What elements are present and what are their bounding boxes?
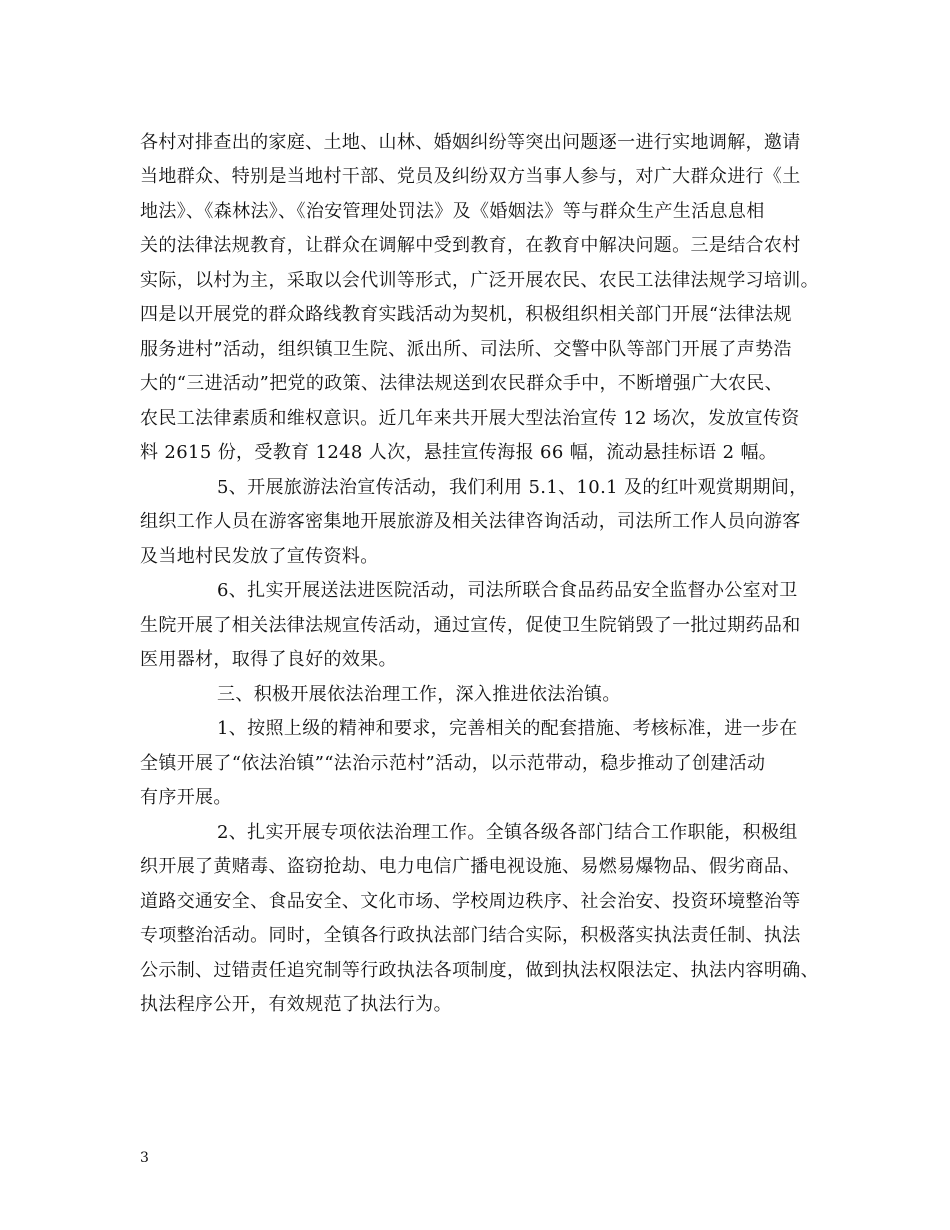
text-line: 执法程序公开，有效规范了执法行为。: [140, 994, 452, 1015]
paragraph-start-line: 1、按照上级的精神和要求，完善相关的配套措施、考核标准，进一步在: [217, 718, 798, 739]
text-line: 实际，以村为主，采取以会代训等形式，广泛开展农民、农民工法律法规学习培训。: [140, 270, 819, 291]
text-line: 生院开展了相关法律法规宣传活动，通过宣传，促使卫生院销毁了一批过期药品和: [140, 615, 801, 636]
paragraph-start-line: 5、开展旅游法治宣传活动，我们利用 5.1、10.1 及的红叶观赏期期间，: [217, 477, 808, 498]
text-line: 四是以开展党的群众路线教育实践活动为契机，积极组织相关部门开展“法律法规: [140, 304, 792, 325]
text-line: 当地群众、特别是当地村干部、党员及纠纷双方当事人参与，对广大群众进行《土: [140, 166, 801, 187]
text-line: 各村对排查出的家庭、土地、山林、婚姻纠纷等突出问题逐一进行实地调解，邀请: [140, 132, 801, 153]
paragraph-start-line: 6、扎实开展送法进医院活动，司法所联合食品药品安全监督办公室对卫: [217, 580, 798, 601]
section-heading: 三、积极开展依法治理工作，深入推进依法治镇。: [217, 684, 621, 705]
text-line: 料 2615 份，受教育 1248 人次，悬挂宣传海报 66 幅，流动悬挂标语 2 幅。: [140, 442, 778, 463]
text-line: 地法》、《森林法》、《治安管理处罚法》及《婚姻法》等与群众生产生活息息相: [140, 201, 765, 222]
text-line: 专项整治活动。同时，全镇各行政执法部门结合实际，积极落实执法责任制、执法: [140, 925, 801, 946]
text-line: 公示制、过错责任追究制等行政执法各项制度，做到执法权限法定、执法内容明确、: [140, 960, 819, 981]
text-line: 全镇开展了“依法治镇”“法治示范村”活动，以示范带动，稳步推动了创建活动: [140, 753, 766, 774]
text-line: 道路交通安全、食品安全、文化市场、学校周边秩序、社会治安、投资环境整治等: [140, 891, 801, 912]
text-line: 织开展了黄赌毒、盗窃抢劫、电力电信广播电视设施、易燃易爆物品、假劣商品、: [140, 856, 801, 877]
text-line: 大的“三进活动”把党的政策、法律法规送到农民群众手中，不断增强广大农民、: [140, 373, 784, 394]
text-line: 服务进村”活动，组织镇卫生院、派出所、司法所、交警中队等部门开展了声势浩: [140, 339, 792, 360]
text-line: 组织工作人员在游客密集地开展旅游及相关法律咨询活动，司法所工作人员向游客: [140, 511, 801, 532]
paragraph-start-line: 2、扎实开展专项依法治理工作。全镇各级各部门结合工作职能，积极组: [217, 822, 798, 843]
text-line: 农民工法律素质和维权意识。近几年来共开展大型法治宣传 12 场次，发放宣传资: [140, 408, 800, 429]
text-line: 关的法律法规教育，让群众在调解中受到教育，在教育中解决问题。三是结合农村: [140, 235, 801, 256]
text-line: 有序开展。: [140, 787, 232, 808]
page-number: 3: [140, 1150, 149, 1166]
text-line: 医用器材，取得了良好的效果。: [140, 649, 397, 670]
text-line: 及当地村民发放了宣传资料。: [140, 546, 379, 567]
